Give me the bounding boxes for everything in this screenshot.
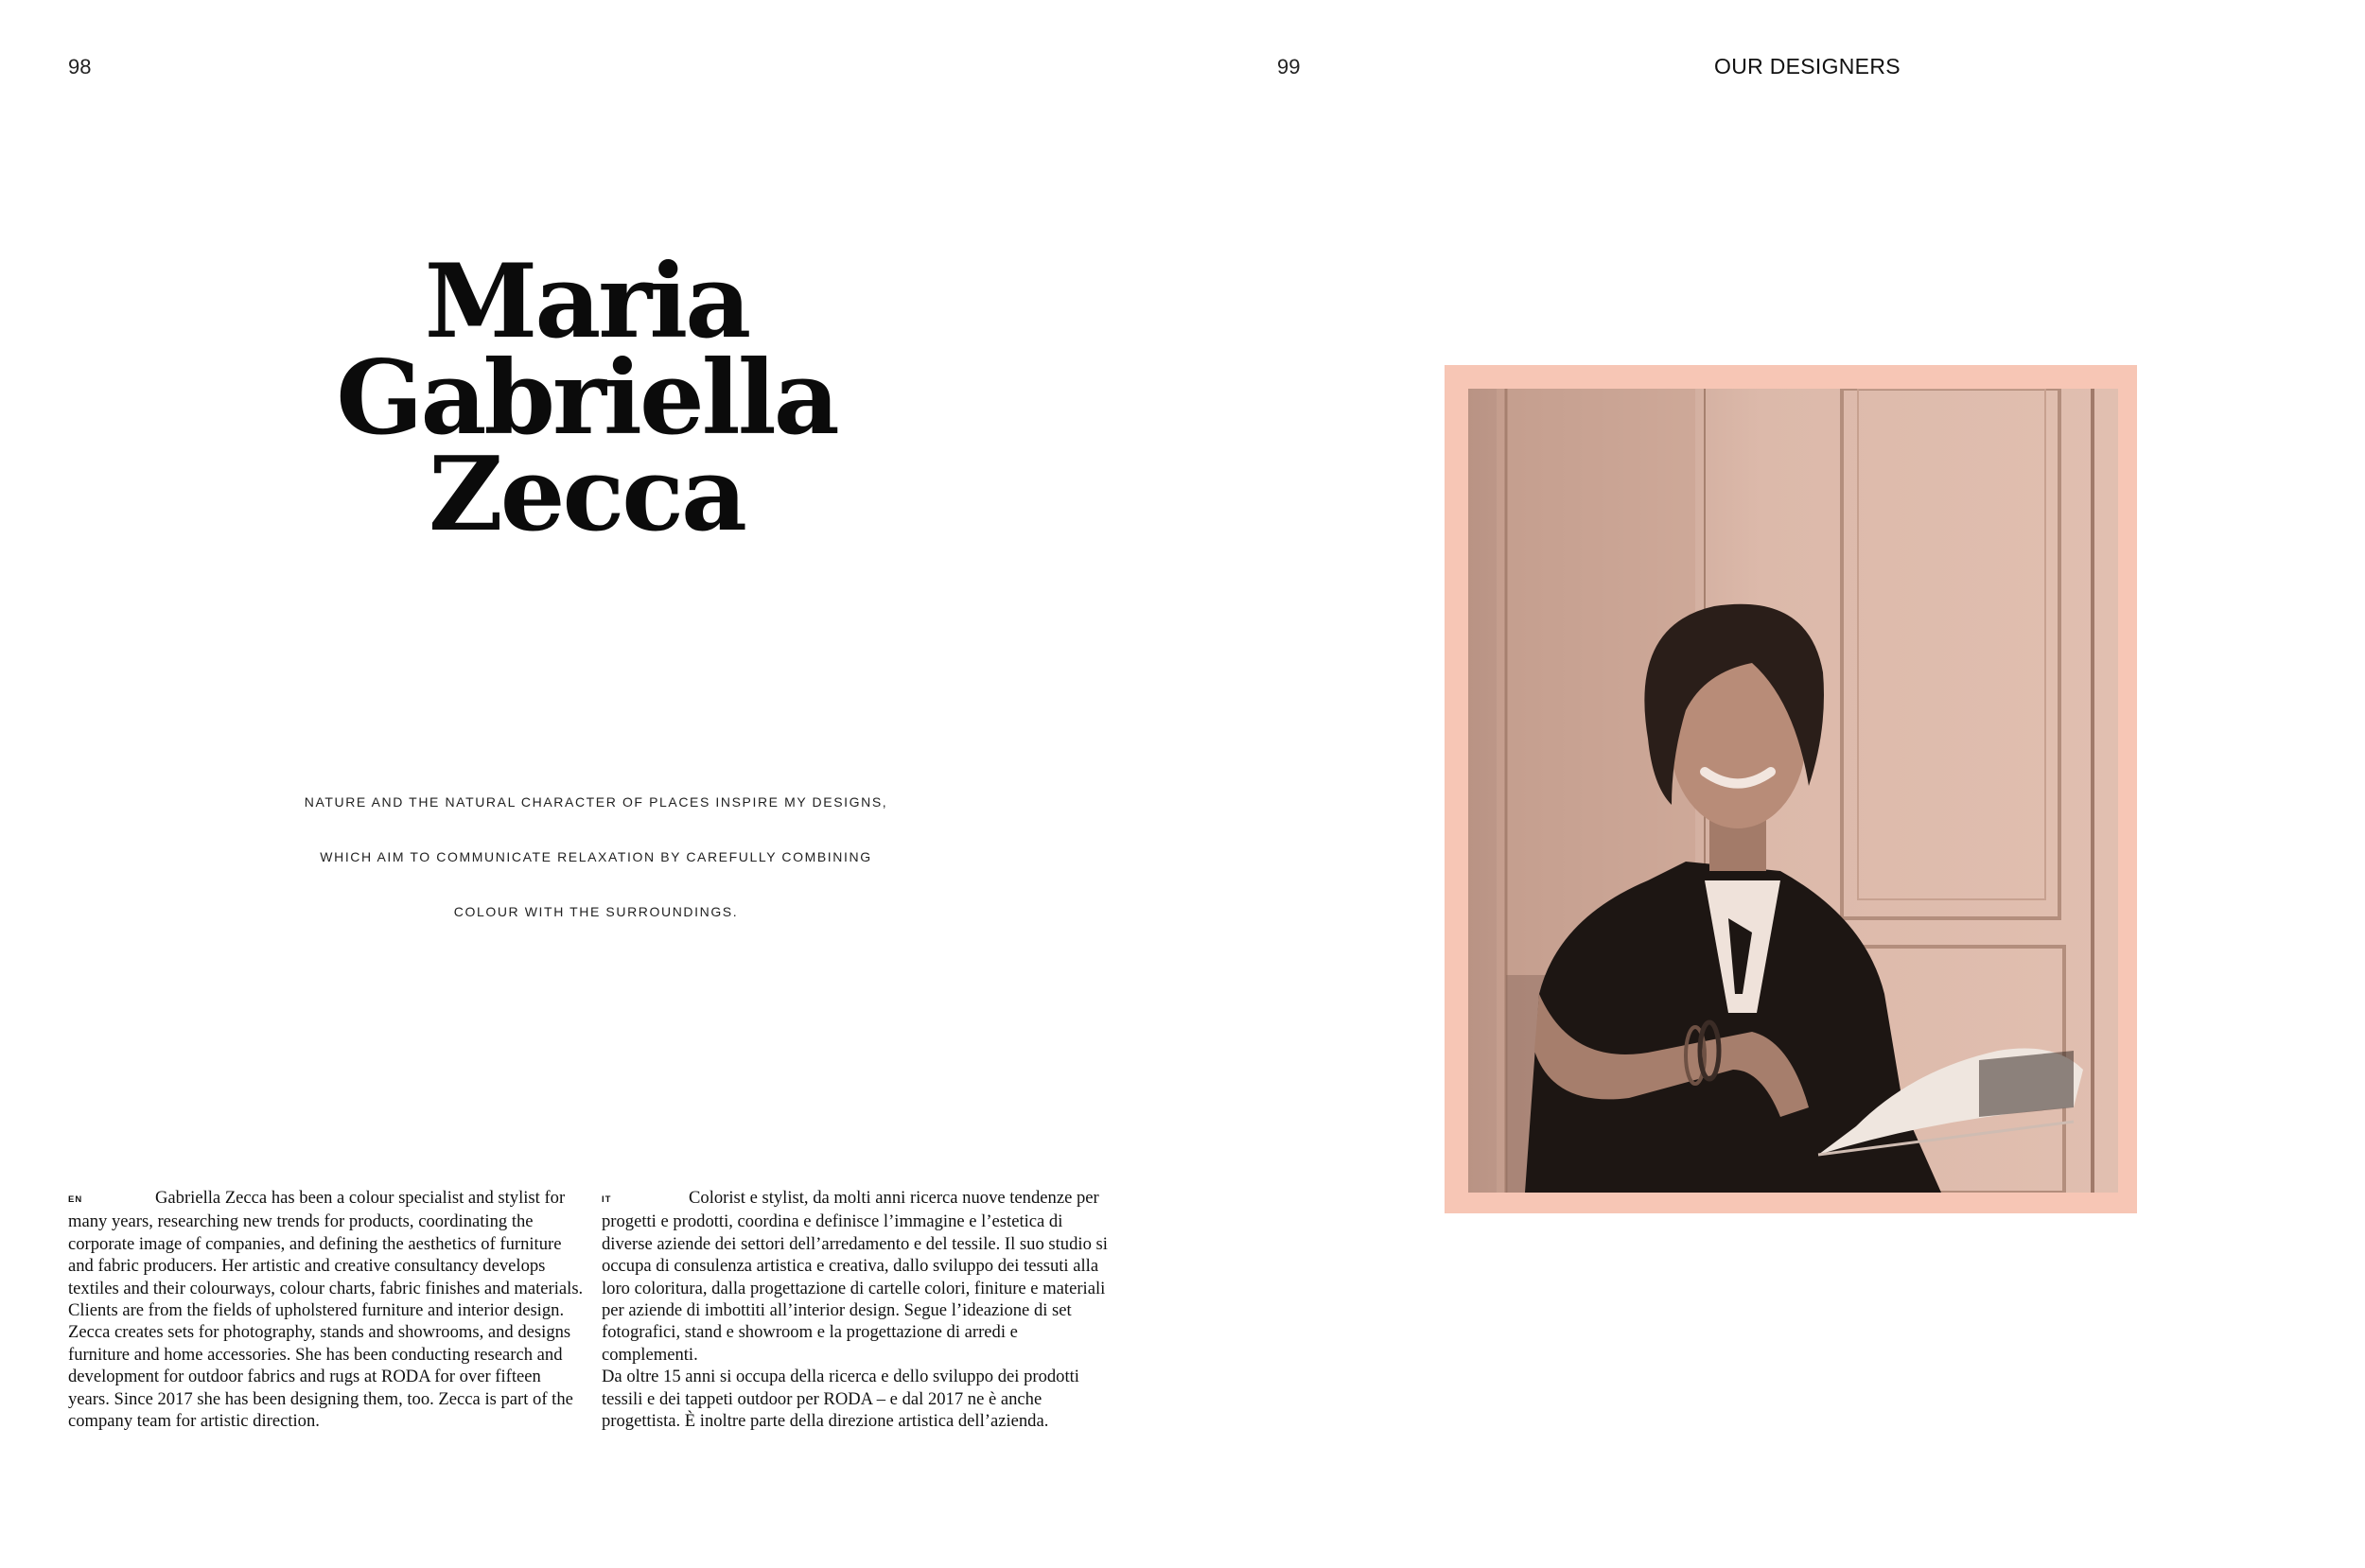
- language-tag-en: EN: [68, 1194, 83, 1205]
- name-line-2: Gabriella: [336, 339, 837, 458]
- language-tag-it: IT: [602, 1194, 612, 1205]
- designer-portrait-photo: [1468, 389, 2118, 1193]
- bio-italian-text-2: Da oltre 15 anni si occupa della ricerca e dello sviluppo dei prodotti tessili e dei tappeti outdoor per RODA – e dal 2017 ne è anche progettista. È inoltre parte della direzione artistica dell’azienda.: [602, 1367, 1079, 1432]
- quote-line-1: NATURE AND THE NATURAL CHARACTER OF PLACES INSPIRE MY DESIGNS,: [304, 794, 888, 810]
- bio-english: [68, 1187, 584, 1432]
- name-line-3: Zecca: [428, 435, 745, 554]
- quote-line-3: COLOUR WITH THE SURROUNDINGS.: [453, 904, 739, 919]
- designer-name: [170, 242, 1003, 554]
- page-number-right: 99: [1277, 55, 1301, 78]
- section-title: OUR DESIGNERS: [1714, 54, 1901, 78]
- quote-line-2: WHICH AIM TO COMMUNICATE RELAXATION BY CAREFULLY COMBINING: [320, 849, 872, 864]
- bio-italian: [602, 1187, 1117, 1432]
- name-line-1: Maria: [424, 242, 749, 361]
- portrait-illustration: [1468, 389, 2118, 1193]
- bio-english-text: Gabriella Zecca has been a colour specialist and stylist for many years, researching new trends for products, coordinating the corporate image of companies, and defining the aesthetics of furniture and fabric producers. Her artistic and creative consultancy develops textiles and their colourways, colour charts, fabric finishes and materials. Clients are from the fields of upholstered furniture and interior design. Zecca creates sets for photography, stands and showrooms, and designs furniture and home accessories. She has been conducting research and development for outdoor fabrics and rugs at RODA for over fifteen years. Since 2017 she has been designing them, too. Zecca is part of the company team for artistic direction.: [68, 1188, 584, 1432]
- page-number-left: 98: [68, 55, 92, 78]
- bio-italian-text: Colorist e stylist, da molti anni ricerca nuove tendenze per progetti e prodotti, coordina e definisce l’immagine e l’estetica di diverse aziende dei settori dell’arredamento e del tessile. Il suo studio si occupa di consulenza artistica e creativa, dallo sviluppo dei tessuti alla loro coloritura, dalla progettazione di cartelle colori, finiture e materiali per aziende di imbottiti all’interior design. Segue l’ideazione di set fotografici, stand e showroom e la progettazione di arredi e complementi.: [602, 1188, 1108, 1365]
- designer-quote: [170, 793, 1022, 957]
